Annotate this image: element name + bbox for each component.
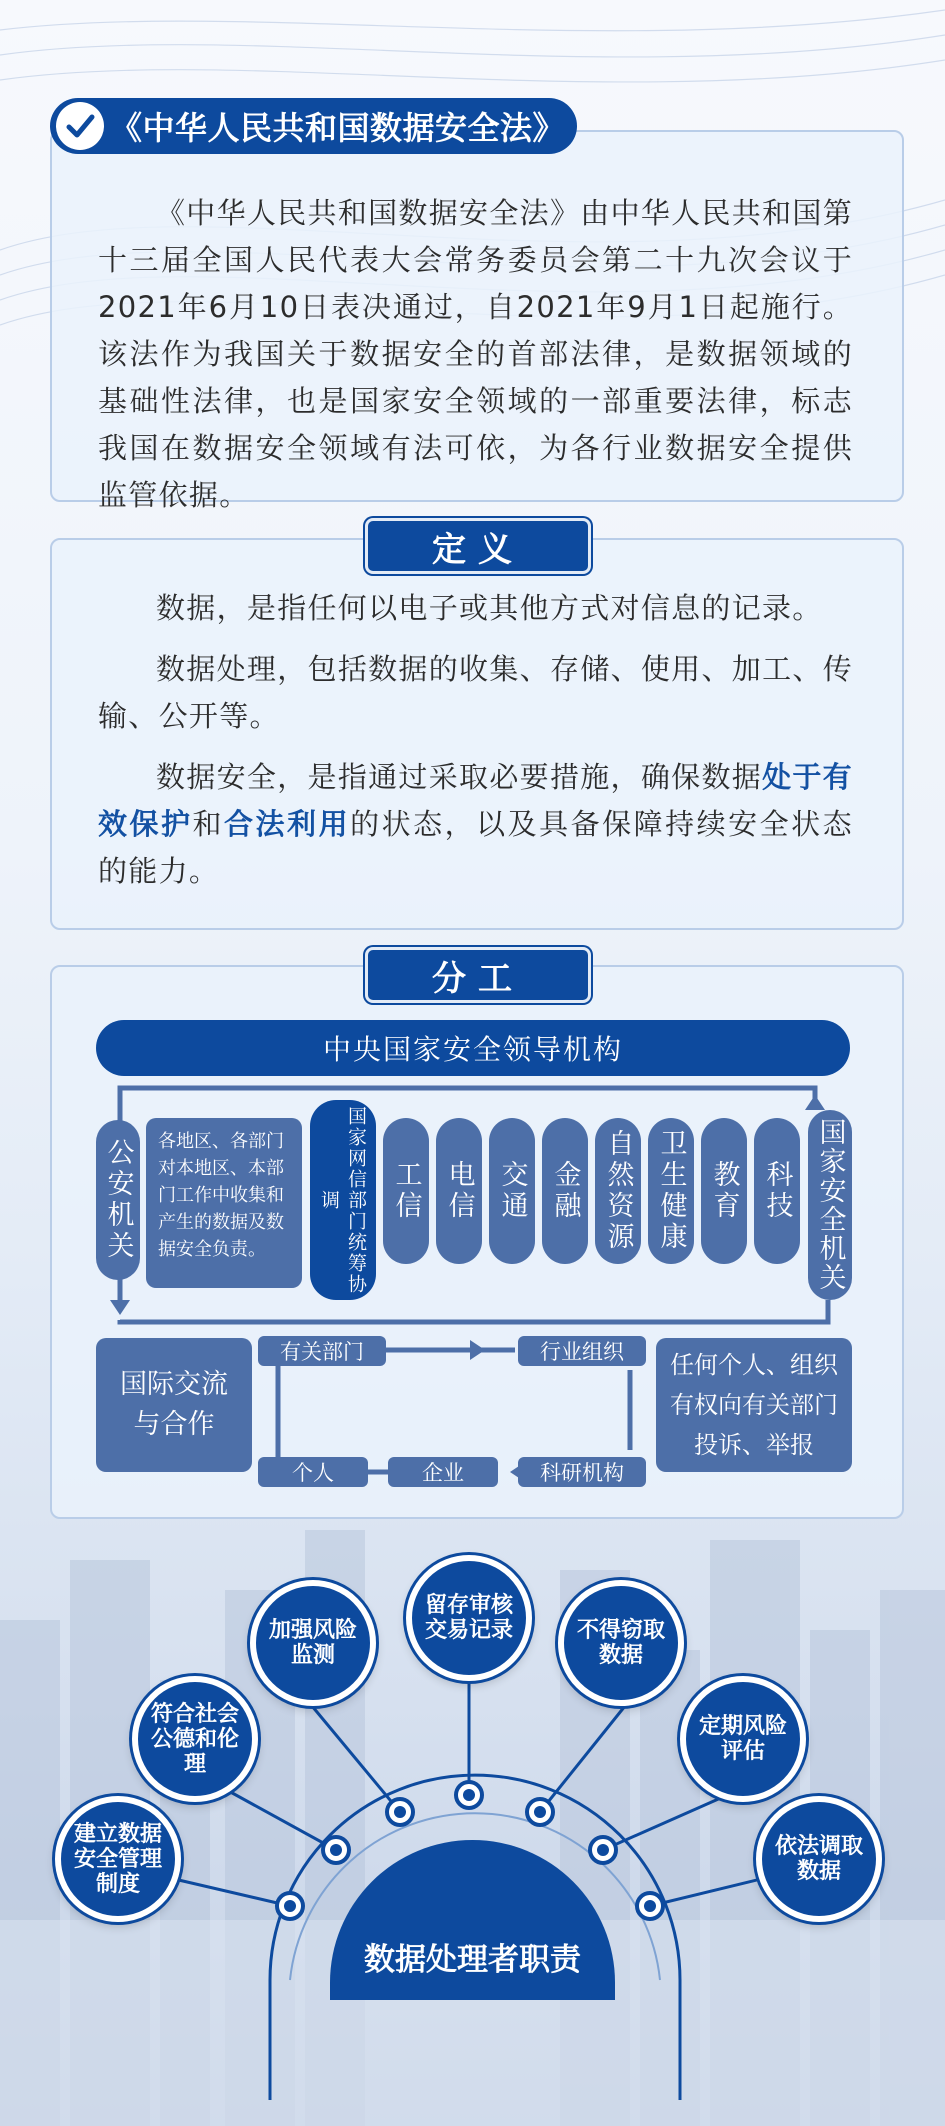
duty-transaction-records: 留存审核交易记录 xyxy=(406,1555,532,1681)
flow-individuals: 个人 xyxy=(258,1457,368,1487)
national-security-organ: 国家安全机关 xyxy=(808,1110,852,1300)
dept-natural-resources: 自然资源 xyxy=(595,1118,641,1264)
division-title-tab: 分工 xyxy=(365,947,591,1003)
definition-data: 数据，是指任何以电子或其他方式对信息的记录。 xyxy=(156,591,823,625)
flow-enterprises: 企业 xyxy=(388,1457,498,1487)
data-processor-duties-hub: 数据处理者职责 xyxy=(330,1840,615,2000)
duty-risk-assessment: 定期风险评估 xyxy=(680,1676,806,1802)
flow-related-departments: 有关部门 xyxy=(258,1336,386,1366)
flow-research-institutions: 科研机构 xyxy=(518,1457,646,1487)
highlight-lawful-use: 合法利用 xyxy=(224,807,351,841)
regions-responsibility: 各地区、各部门对本地区、本部门工作中收集和产生的数据及数据安全负责。 xyxy=(146,1118,302,1288)
duty-security-management-system: 建立数据安全管理制度 xyxy=(55,1796,181,1922)
central-security-agency: 中央国家安全领导机构 xyxy=(96,1020,850,1076)
public-security-organ: 公安机关 xyxy=(96,1120,140,1280)
international-cooperation: 国际交流与合作 xyxy=(96,1338,252,1472)
dept-health: 卫生健康 xyxy=(648,1118,694,1264)
flow-industry-organizations: 行业组织 xyxy=(518,1336,646,1366)
dept-finance: 金融 xyxy=(542,1118,588,1264)
duty-risk-monitoring: 加强风险监测 xyxy=(250,1580,376,1706)
dept-transport: 交通 xyxy=(489,1118,535,1264)
definition-processing: 数据处理，包括数据的收集、存储、使用、加工、传输、公开等。 xyxy=(98,652,853,733)
duty-social-ethics: 符合社会公德和伦理 xyxy=(132,1676,258,1802)
definition-security: 数据安全，是指通过采取必要措施，确保数据处于有效保护和合法利用的状态，以及具备保障持续安全状态的能力。 xyxy=(98,760,853,888)
definition-title-tab: 定义 xyxy=(365,518,591,574)
law-title: 《中华人民共和国数据安全法》 xyxy=(110,109,566,147)
report-rights: 任何个人、组织有权向有关部门投诉、举报 xyxy=(656,1338,852,1472)
duty-lawful-data-access: 依法调取数据 xyxy=(756,1796,882,1922)
dept-technology: 科技 xyxy=(754,1118,800,1264)
duty-no-data-theft: 不得窃取数据 xyxy=(558,1580,684,1706)
dept-industry-it: 工信 xyxy=(383,1118,429,1264)
highlight-protection: 处于有效保护 xyxy=(98,760,853,841)
dept-education: 教育 xyxy=(701,1118,747,1264)
dept-telecom: 电信 xyxy=(436,1118,482,1264)
law-intro-text: 《中华人民共和国数据安全法》由中华人民共和国第十三届全国人民代表大会常务委员会第二十九次会议于2021年6月10日表决通过，自2021年9月1日起施行。该法作为我国关于数据安全的首部法律，是数据领域的基础性法律，也是国家安全领域的一部重要法律，标志我国在数据安全领域有法可依，为各行业数据安全提供监管依据。 xyxy=(98,196,853,512)
cyberspace-coordination: 国家网信部门统筹协调 xyxy=(310,1100,376,1300)
